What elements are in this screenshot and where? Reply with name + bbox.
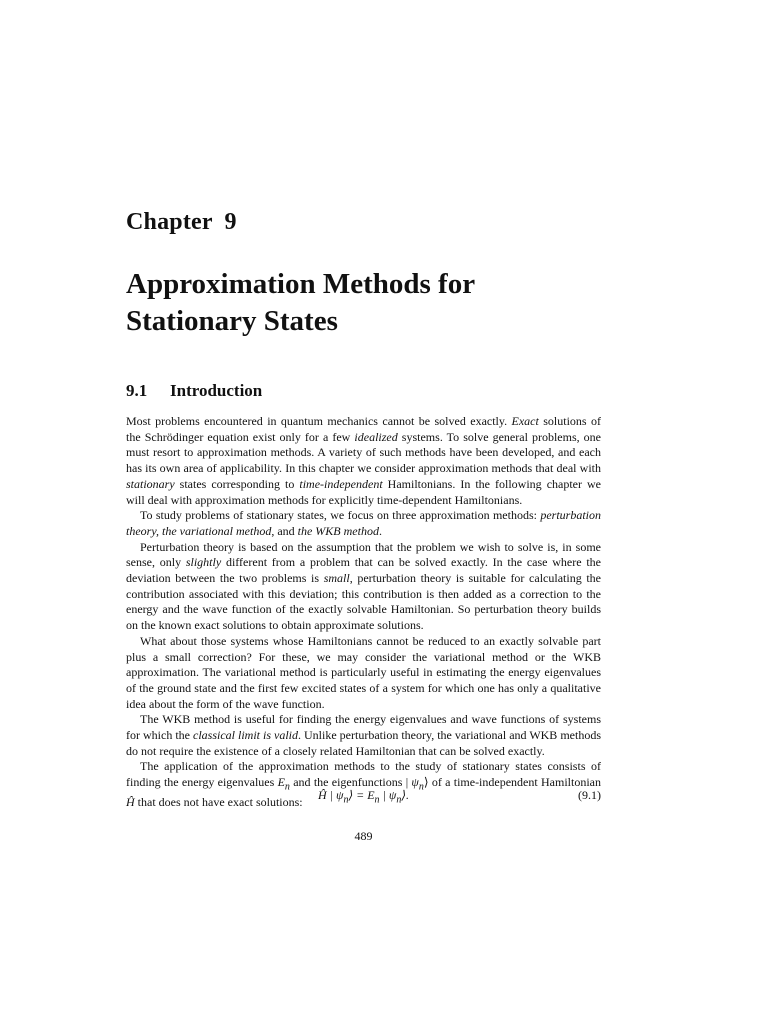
eq-part: ⟩ = E [348, 788, 375, 802]
body-text [126, 414, 601, 811]
emphasis: the WKB method [297, 523, 379, 538]
emphasis: Exact [511, 414, 539, 428]
equation-9-1 [126, 788, 601, 806]
text-run: Perturbation theory is based on the assumption that the problem we wish to solve is, in some sense, only [126, 539, 601, 570]
chapter-title-line-1: Approximation Methods for [126, 268, 476, 300]
emphasis: time-independent [299, 476, 383, 491]
eq-subscript: n [396, 794, 402, 806]
emphasis: slightly [185, 555, 222, 570]
paragraph-3 [126, 540, 601, 634]
text-run: ⟩ of a time-independent Hamiltonian [423, 775, 601, 790]
text-run: that does not have exact solutions: [134, 795, 303, 810]
eq-subscript: n [374, 794, 380, 806]
text-run: The WKB method is useful for finding the energy eigenvalues and wave functions of systems for which the [126, 712, 601, 743]
text-run: systems. To solve general problems, one must resort to approximation methods. A variety of such methods have been developed, and each has its own area of applicability. In this chapter we consider approximation methods that deal with [126, 429, 602, 476]
section-title: Introduction [170, 381, 263, 400]
paragraph-2 [126, 508, 601, 539]
text-run: Most problems encountered in quantum mechanics cannot be solved exactly. [126, 414, 512, 428]
eq-part: Ĥ [318, 788, 327, 802]
page-number: 489 [354, 829, 373, 843]
text-run: and the eigenfunctions | [289, 775, 412, 790]
section-number: 9.1 [126, 381, 148, 400]
equation-number: (9.1) [578, 788, 601, 802]
chapter-label: Chapter 9 [126, 209, 237, 235]
text-run: states corresponding to [174, 476, 300, 491]
paragraph-1 [126, 414, 601, 508]
math-symbol: ψ [411, 775, 419, 790]
math-subscript: n [418, 781, 424, 793]
text-run: . [378, 523, 382, 538]
emphasis: stationary [126, 476, 175, 491]
eq-subscript: n [343, 794, 349, 806]
math-symbol: Ĥ [126, 795, 135, 810]
emphasis: idealized [354, 429, 398, 444]
paragraph-4 [126, 634, 601, 713]
math-subscript: n [284, 781, 290, 793]
math-symbol: E [277, 775, 285, 790]
chapter-title [126, 266, 686, 340]
text-run: , perturbation theory is suitable for calculating the contribution associated with this deviation; this contribution is then added as a correction to the energy and the wave function of the exactly solvable Hamiltonian. So perturbation theory builds on the known exact solutions to obtain approximate solutions. [126, 571, 601, 633]
emphasis: classical limit is valid [193, 728, 299, 743]
text-run: The application of the approximation methods to the study of stationary states consists of finding the energy eigenvalues [126, 759, 601, 790]
text-run: . Unlike perturbation theory, the variational and WKB methods do not require the existence of a closely related Hamiltonian that can be solved exactly. [126, 728, 601, 758]
eq-part: | ψ [326, 788, 344, 802]
emphasis: perturbation theory, the variational method [126, 508, 601, 538]
chapter-title-line-2: Stationary States [126, 305, 338, 337]
text-run: Hamiltonians. In the following chapter we will deal with approximation methods for explicitly time-dependent Hamiltonians. [126, 476, 601, 507]
eq-part: ⟩. [401, 788, 409, 802]
text-run: solutions of the Schrödinger equation exist only for a few [126, 414, 601, 444]
section-heading [126, 381, 262, 401]
text-run: What about those systems whose Hamiltonians cannot be reduced to an exactly solvable part plus a small correction? For these, we may consider the variational method or the WKB approximation. The variational method is particularly useful in estimating the energy eigenvalues of the ground state and the first few excited states of a system for which one has only a qualitative idea about the form of the wave function. [126, 633, 601, 711]
equation-body [126, 788, 601, 805]
text-run: different from a problem that can be solved exactly. In the case where the deviation between the two problems is [126, 555, 601, 586]
eq-part: | ψ [379, 788, 397, 802]
text-run: , and [271, 523, 298, 538]
paragraph-5 [126, 712, 601, 759]
text-run: To study problems of stationary states, we focus on three approximation methods: [140, 508, 541, 523]
emphasis: small [323, 571, 350, 586]
